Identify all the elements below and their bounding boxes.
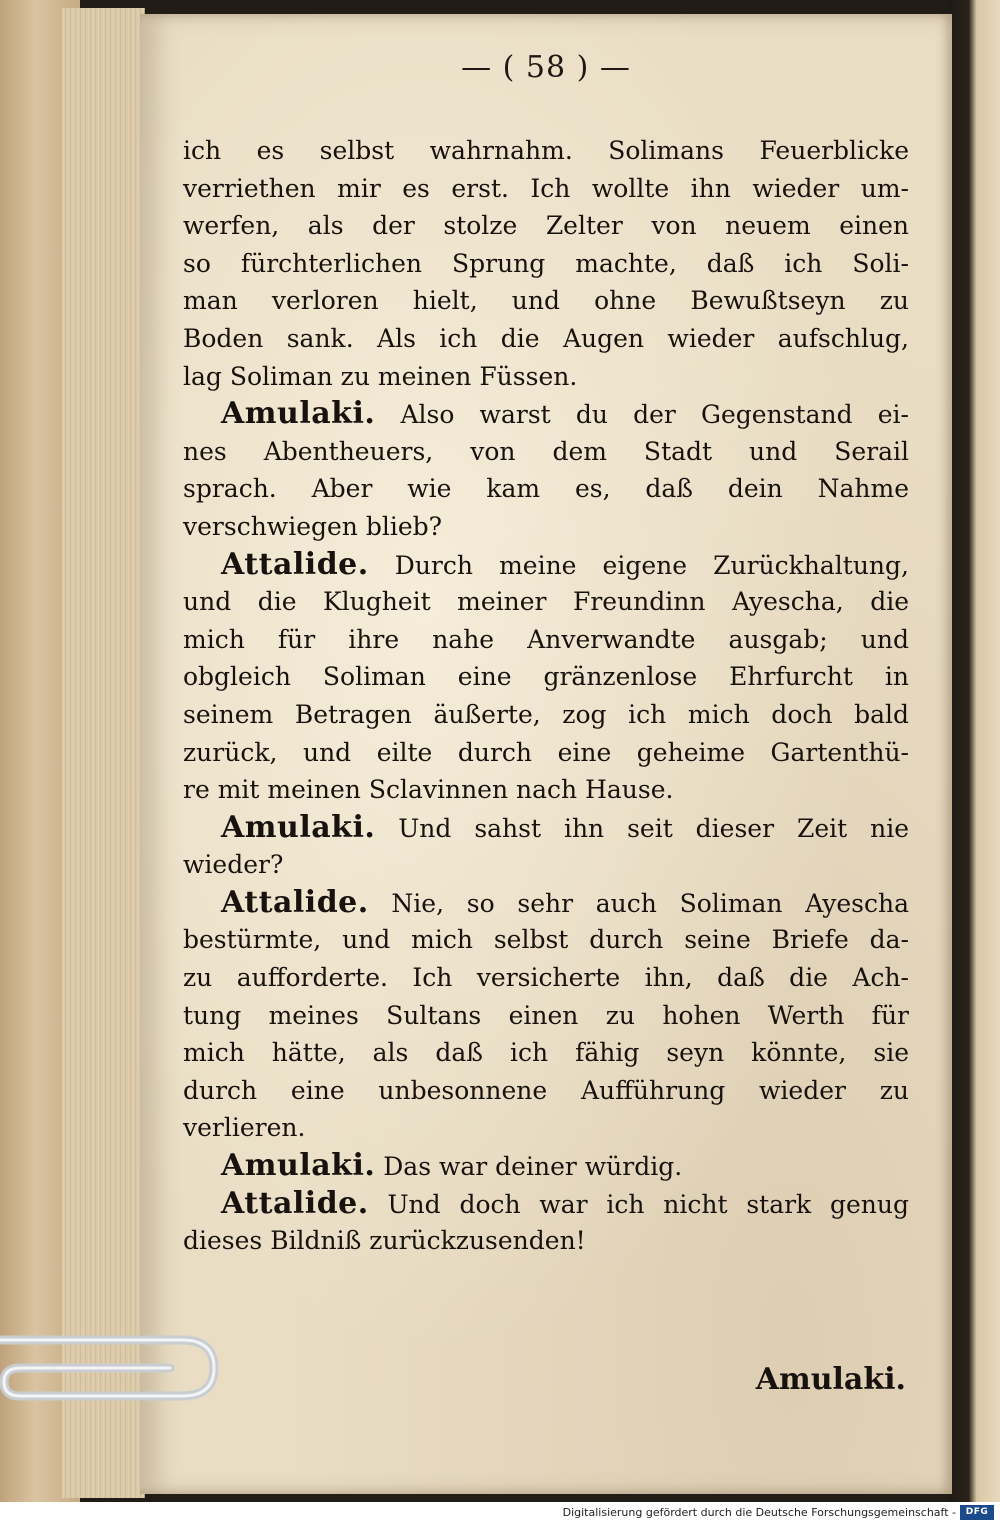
speaker-name: Amulaki. <box>221 396 376 432</box>
footer-bar <box>0 1502 1000 1523</box>
text-line: dieses Bildniß zurückzusenden! <box>183 1226 586 1256</box>
text-line: sprach. Aber wie kam es, daß dein Nahme <box>183 474 909 504</box>
facing-page-edge <box>948 0 1000 1510</box>
text-line: bestürmte, und mich selbst durch seine Briefe da- <box>183 925 909 955</box>
text-line: obgleich Soliman eine gränzenlose Ehrfurcht in <box>183 662 909 692</box>
text-line: werfen, als der stolze Zelter von neuem einen <box>183 211 909 241</box>
text-line: wieder? <box>183 850 284 880</box>
text-line: man verloren hielt, und ohne Bewußtseyn zu <box>183 286 909 316</box>
speech-line: Amulaki. Also warst du der Gegenstand ei- <box>221 396 909 432</box>
speaker-name: Amulaki. <box>221 809 376 845</box>
page-number-header: — ( 58 ) — <box>461 50 631 85</box>
speaker-name: Attalide. <box>221 884 369 920</box>
text-line: tung meines Sultans einen zu hohen Werth für <box>183 1000 909 1030</box>
speaker-name: Amulaki. <box>221 1148 376 1184</box>
text-line: lag Soliman zu meinen Füssen. <box>183 361 578 391</box>
text-line: re mit meinen Sclavinnen nach Hause. <box>183 775 674 805</box>
speech-line: Attalide. Nie, so sehr auch Soliman Ayescha <box>221 884 909 920</box>
text-line: verschwiegen blieb? <box>183 511 443 541</box>
speech-line: Attalide. Durch meine eigene Zurückhaltung, <box>221 546 909 582</box>
page-stack-edge <box>62 8 145 1498</box>
page-text-block <box>183 132 909 1260</box>
text-line: ich es selbst wahrnahm. Solimans Feuerblicke <box>183 136 909 165</box>
text-line: und die Klugheit meiner Freundinn Ayescha, die <box>183 587 909 617</box>
text-line: seinem Betragen äußerte, zog ich mich doch bald <box>183 699 909 729</box>
text-line: mich hätte, als daß ich fähig seyn könnte, sie <box>183 1038 909 1068</box>
text-line: so fürchterlichen Sprung machte, daß ich Soli- <box>183 248 909 278</box>
text-line: verriethen mir es erst. Ich wollte ihn wieder um- <box>183 173 909 203</box>
catchword: Amulaki. <box>755 1362 906 1397</box>
speaker-name: Attalide. <box>221 1185 369 1221</box>
paper-clip-icon <box>0 1322 230 1414</box>
text-line: zu aufforderte. Ich versicherte ihn, daß die Ach- <box>183 963 909 993</box>
text-line: nes Abentheuers, von dem Stadt und Serail <box>183 436 909 466</box>
text-line: verlieren. <box>183 1113 306 1143</box>
speech-line: Attalide. Und doch war ich nicht stark genug <box>221 1185 909 1221</box>
dfg-logo: DFG <box>960 1505 994 1520</box>
speech-line: Amulaki. Und sahst ihn seit dieser Zeit nie <box>221 809 909 845</box>
text-line: Boden sank. Als ich die Augen wieder aufschlug, <box>183 323 909 353</box>
text-line: durch eine unbesonnene Aufführung wieder zu <box>183 1075 909 1105</box>
text-line: mich für ihre nahe Anverwandte ausgab; und <box>183 624 909 654</box>
funding-credit: Digitalisierung gefördert durch die Deutsche Forschungsgemeinschaft - <box>562 1506 956 1519</box>
text-line: zurück, und eilte durch eine geheime Gartenthü- <box>183 737 909 767</box>
speech-line: Amulaki. Das war deiner würdig. <box>221 1148 683 1184</box>
speaker-name: Attalide. <box>221 546 369 582</box>
